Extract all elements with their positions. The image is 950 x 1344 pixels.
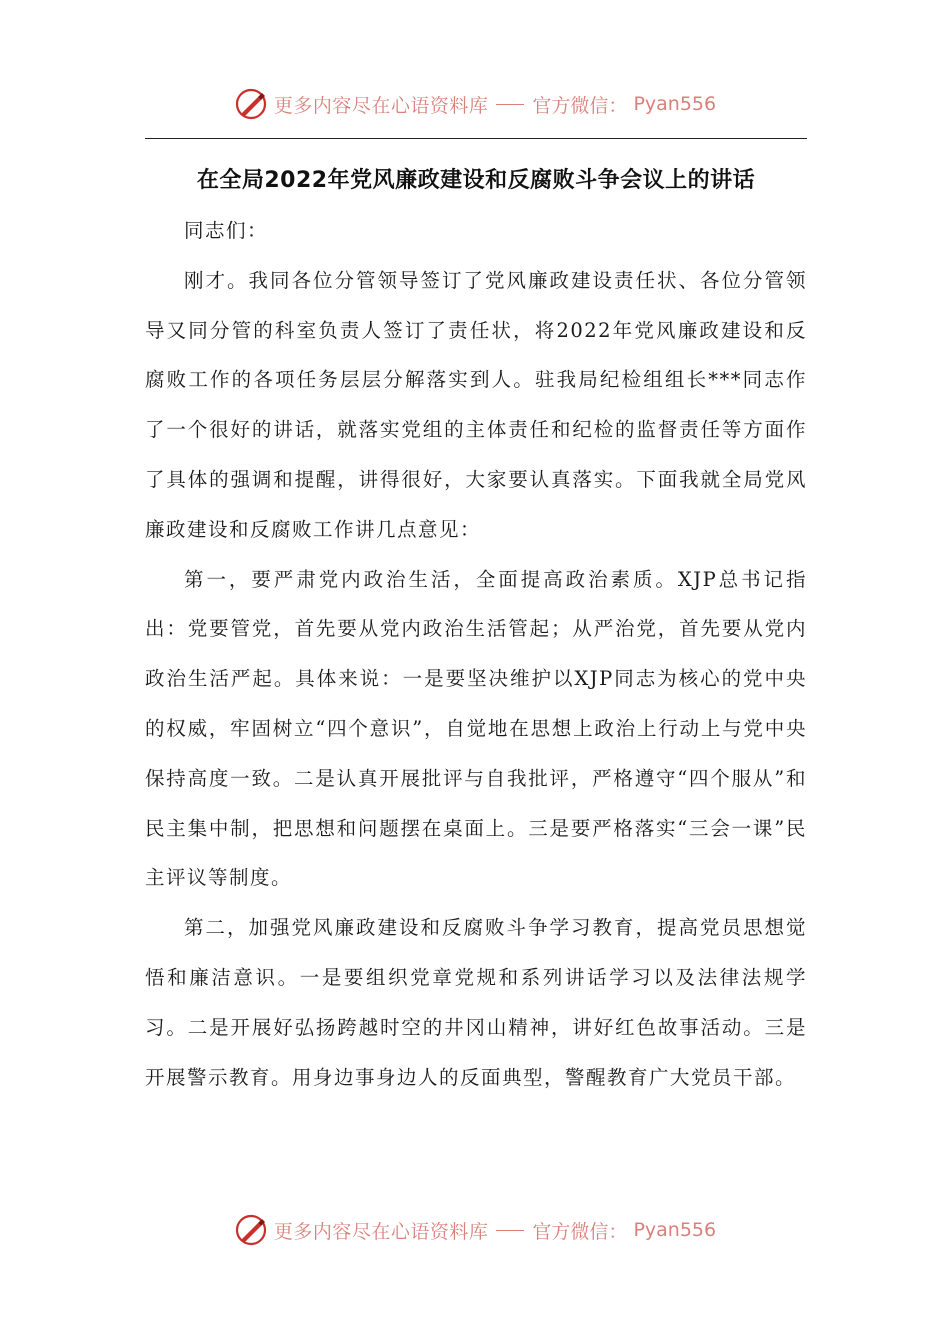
watermark-sub-text: 官方微信： xyxy=(532,1220,628,1243)
pen-logo-icon xyxy=(234,87,268,121)
header-watermark xyxy=(0,84,950,124)
document-title: 在全局2022年党风廉政建设和反腐败斗争会议上的讲话 xyxy=(196,168,756,193)
document-body xyxy=(145,206,807,1102)
watermark-sub-text: 官方微信： xyxy=(532,94,628,117)
watermark-id: Pyan556 xyxy=(633,1219,717,1241)
header-rule xyxy=(145,138,807,139)
paragraph-first-point: 第一，要严肃党内政治生活，全面提高政治素质。XJP总书记指出：党要管党，首先要从党内政治生活管起；从严治党，首先要从党内政治生活严起。具体来说：一是要坚决维护以XJP同志为核心的党中央的权威，牢固树立“四个意识”，自觉地在思想上政治上行动上与党中央保持高度一致。二是认真开展批评与自我批评，严格遵守“四个服从”和民主集中制，把思想和问题摆在桌面上。三是要严格落实“三会一课”民主评议等制度。 xyxy=(145,567,807,890)
watermark-id: Pyan556 xyxy=(633,93,717,115)
watermark-separator xyxy=(496,1230,524,1231)
paragraph-salutation: 同志们： xyxy=(184,219,269,242)
paragraph-intro: 刚才。我同各位分管领导签订了党风廉政建设责任状、各位分管领导又同分管的科室负责人签订了责任状，将2022年党风廉政建设和反腐败工作的各项任务层层分解落实到人。驻我局纪检组组长***同志作了一个很好的讲话，就落实党组的主体责任和纪检的监督责任等方面作了具体的强调和提醒，讲得很好，大家要认真落实。下面我就全局党风廉政建设和反腐败工作讲几点意见： xyxy=(145,268,807,541)
watermark-main-text: 更多内容尽在心语资料库 xyxy=(273,1220,489,1243)
paragraph-second-point: 第二，加强党风廉政建设和反腐败斗争学习教育，提高党员思想觉悟和廉洁意识。一是要组织党章党规和系列讲话学习以及法律法规学习。二是开展好弘扬跨越时空的井冈山精神，讲好红色故事活动。三是开展警示教育。用身边事身边人的反面典型，警醒教育广大党员干部。 xyxy=(145,916,807,1089)
footer-watermark xyxy=(0,1210,950,1250)
watermark-main-text: 更多内容尽在心语资料库 xyxy=(273,94,489,117)
watermark-separator xyxy=(496,104,524,105)
pen-logo-icon xyxy=(234,1213,268,1247)
